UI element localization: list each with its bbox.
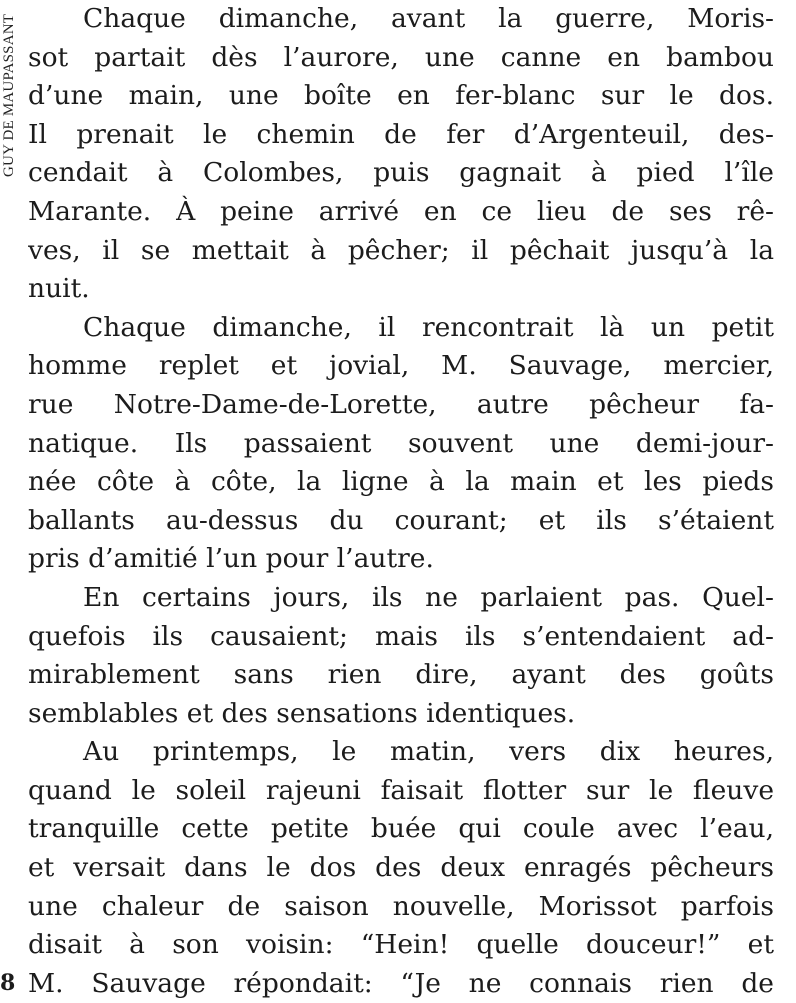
- text-line: sot partait dès l’aurore, une canne en bambou: [28, 41, 774, 73]
- text-line: Il prenait le chemin de fer d’Argenteuil, des-: [28, 118, 774, 150]
- text-line: née côte à côte, la ligne à la main et les pieds: [28, 466, 774, 498]
- text-line: Marante. À peine arrivé en ce lieu de ses rê-: [28, 195, 774, 227]
- text-line: Au printemps, le matin, vers dix heures,: [83, 736, 774, 768]
- text-line: d’une main, une boîte en fer-blanc sur le dos.: [28, 80, 774, 112]
- body-text: [28, 0, 774, 1003]
- paragraph: [28, 309, 774, 579]
- text-line: Chaque dimanche, avant la guerre, Moris-: [83, 3, 774, 34]
- text-line: ves, il se mettait à pêcher; il pêchait jusqu’à la: [28, 234, 774, 266]
- text-line: et versait dans le dos des deux enragés pêcheurs: [28, 852, 774, 884]
- text-line: natique. Ils passaient souvent une demi-jour-: [28, 427, 774, 459]
- text-line: semblables et des sensations identiques.: [28, 697, 576, 729]
- text-line: quefois ils causaient; mais ils s’entendaient ad-: [28, 620, 774, 652]
- running-header: GUY DE MAUPASSANT: [1, 13, 17, 177]
- paragraph: [28, 733, 774, 1003]
- text-line: homme replet et jovial, M. Sauvage, mercier,: [28, 350, 774, 382]
- text-line: cendait à Colombes, puis gagnait à pied l’île: [28, 157, 774, 189]
- text-line: une chaleur de saison nouvelle, Morissot parfois: [28, 890, 774, 922]
- text-line: quand le soleil rajeuni faisait flotter sur le fleuve: [28, 774, 774, 806]
- text-line: disait à son voisin: “Hein! quelle douceur!” et: [28, 929, 774, 961]
- text-line: En certains jours, ils ne parlaient pas. Quel-: [83, 581, 774, 613]
- text-line: ballants au-dessus du courant; et ils s’étaient: [28, 504, 774, 536]
- text-line: M. Sauvage répondait: “Je ne connais rien de: [28, 967, 774, 999]
- paragraph: [28, 579, 774, 733]
- text-line: nuit.: [28, 273, 90, 305]
- text-line: Chaque dimanche, il rencontrait là un petit: [83, 311, 774, 343]
- text-line: pris d’amitié l’un pour l’autre.: [28, 543, 434, 575]
- page-number: 8: [0, 970, 16, 996]
- text-line: mirablement sans rien dire, ayant des goûts: [28, 659, 774, 691]
- text-line: tranquille cette petite buée qui coule avec l’eau,: [28, 813, 774, 845]
- text-line: rue Notre-Dame-de-Lorette, autre pêcheur fa-: [28, 388, 774, 420]
- paragraph: [28, 0, 774, 309]
